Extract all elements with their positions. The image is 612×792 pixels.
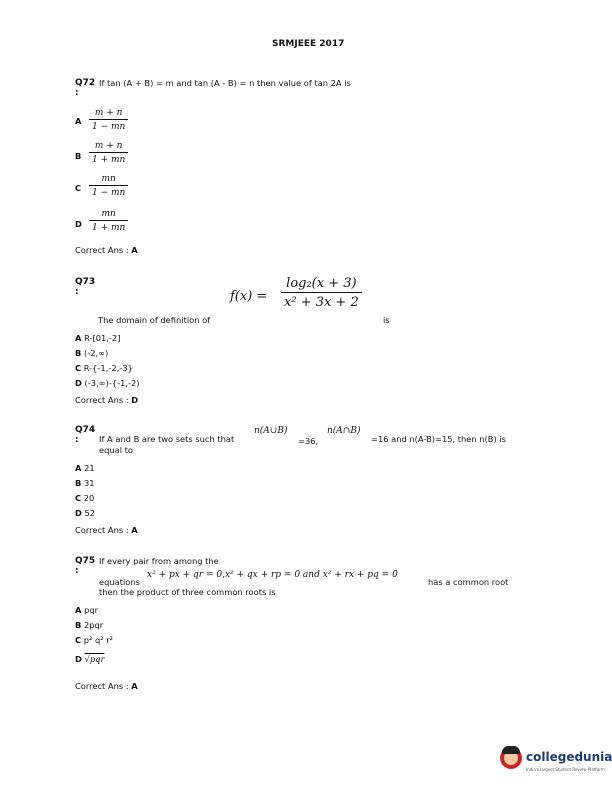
option-row xyxy=(75,378,140,388)
option-text: R-{-1,-2,-3} xyxy=(83,363,133,373)
correct-answer xyxy=(75,395,138,405)
fraction-numerator: mn xyxy=(101,209,116,219)
question-text: If tan (A + B) = m and tan (A - B) = n then value of tan 2A is xyxy=(99,78,351,88)
option-letter: A xyxy=(75,333,82,343)
math-union: n(A∪B) xyxy=(254,426,288,436)
option-row xyxy=(75,620,103,630)
fraction-denominator: 1 + mn xyxy=(92,155,126,165)
option-a-fraction xyxy=(89,108,128,132)
logo-tagline: India's largest Student Review Platform xyxy=(526,767,605,772)
option-letter: C xyxy=(75,493,82,503)
domain-formula xyxy=(281,276,362,310)
question-text: If every pair from among the xyxy=(99,556,219,566)
option-row xyxy=(75,635,113,645)
question-text: equal to xyxy=(99,445,133,455)
option-text: √pqr xyxy=(84,654,105,664)
logo-name: collegedunia xyxy=(526,750,612,764)
option-text: R-[01,-2] xyxy=(84,333,121,343)
fraction-denominator: 1 − mn xyxy=(92,122,126,132)
option-text: 20 xyxy=(83,493,95,503)
option-c-fraction xyxy=(89,174,128,198)
question-text: equations xyxy=(99,577,140,587)
option-text: (-2,∞) xyxy=(83,348,109,358)
option-text: 21 xyxy=(84,463,95,473)
option-letter: A xyxy=(75,116,82,126)
correct-answer-value: A xyxy=(131,681,138,691)
correct-answer-label: Correct Ans : xyxy=(75,395,129,405)
option-letter: D xyxy=(75,654,82,664)
option-letter: B xyxy=(75,478,82,488)
question-text: If A and B are two sets such that xyxy=(99,434,235,444)
option-text: 31 xyxy=(83,478,95,488)
correct-answer xyxy=(75,525,138,535)
math-intersection: n(A∩B) xyxy=(327,426,361,436)
option-letter: D xyxy=(75,508,82,518)
option-text: pqr xyxy=(84,605,99,615)
option-text: p² q² r² xyxy=(83,635,113,645)
option-text: 52 xyxy=(84,508,96,518)
correct-answer-label: Correct Ans : xyxy=(75,525,129,535)
fraction-denominator: 1 − mn xyxy=(92,188,126,198)
option-letter: D xyxy=(75,378,82,388)
option-letter: C xyxy=(75,183,82,193)
fraction-numerator: mn xyxy=(101,174,116,184)
option-row xyxy=(75,478,95,488)
option-text: (-3,∞)-{-1,-2) xyxy=(84,378,140,388)
question-number: Q72 xyxy=(75,78,96,88)
question-text: The domain of definition of xyxy=(98,315,211,325)
fraction-numerator: m + n xyxy=(94,141,123,151)
correct-answer xyxy=(75,245,138,255)
option-d-fraction xyxy=(89,209,128,233)
question-text: =36, xyxy=(298,436,319,446)
correct-answer-value: A xyxy=(131,525,138,535)
option-letter: B xyxy=(75,620,82,630)
question-text: has a common root xyxy=(428,577,509,587)
question-number: Q74 xyxy=(75,425,96,435)
question-colon: : xyxy=(75,287,79,297)
page-title: SRMJEEE 2017 xyxy=(272,39,345,49)
option-letter: C xyxy=(75,363,82,373)
option-row xyxy=(75,463,95,473)
question-number: Q75 xyxy=(75,556,96,566)
correct-answer-label: Correct Ans : xyxy=(75,681,129,691)
formula-lhs: f(x) = xyxy=(230,289,268,304)
correct-answer xyxy=(75,681,138,691)
option-letter: B xyxy=(75,348,82,358)
option-b-fraction xyxy=(89,141,128,165)
option-row xyxy=(75,348,108,358)
fraction-numerator: m + n xyxy=(94,108,123,118)
option-letter: A xyxy=(75,605,82,615)
fraction-denominator: x² + 3x + 2 xyxy=(284,295,359,310)
question-colon: : xyxy=(75,566,79,576)
option-row xyxy=(75,605,98,615)
option-letter: D xyxy=(75,219,82,229)
question-colon: : xyxy=(75,435,79,445)
logo-hair-icon xyxy=(502,746,520,754)
correct-answer-value: A xyxy=(131,245,138,255)
option-row xyxy=(75,333,120,343)
correct-answer-label: Correct Ans : xyxy=(75,245,129,255)
correct-answer-value: D xyxy=(131,395,139,405)
question-suffix: is xyxy=(383,315,390,325)
equations: x² + px + qr = 0,x² + qx + rp = 0 and x² + rx + pq = 0 xyxy=(147,570,398,580)
option-letter: C xyxy=(75,635,82,645)
option-row xyxy=(75,363,133,373)
question-number: Q73 xyxy=(75,277,96,287)
option-letter: B xyxy=(75,151,82,161)
question-text: then the product of three common roots is xyxy=(99,587,276,597)
question-text: =16 and n(A-B)=15, then n(B) is xyxy=(371,434,506,444)
fraction-numerator: log₂(x + 3) xyxy=(286,276,357,291)
question-colon: : xyxy=(75,88,79,98)
option-row xyxy=(75,508,95,518)
option-row xyxy=(75,654,104,664)
fraction-denominator: 1 + mn xyxy=(92,223,126,233)
option-text: 2pqr xyxy=(83,620,104,630)
option-letter: A xyxy=(75,463,82,473)
option-row xyxy=(75,493,94,503)
